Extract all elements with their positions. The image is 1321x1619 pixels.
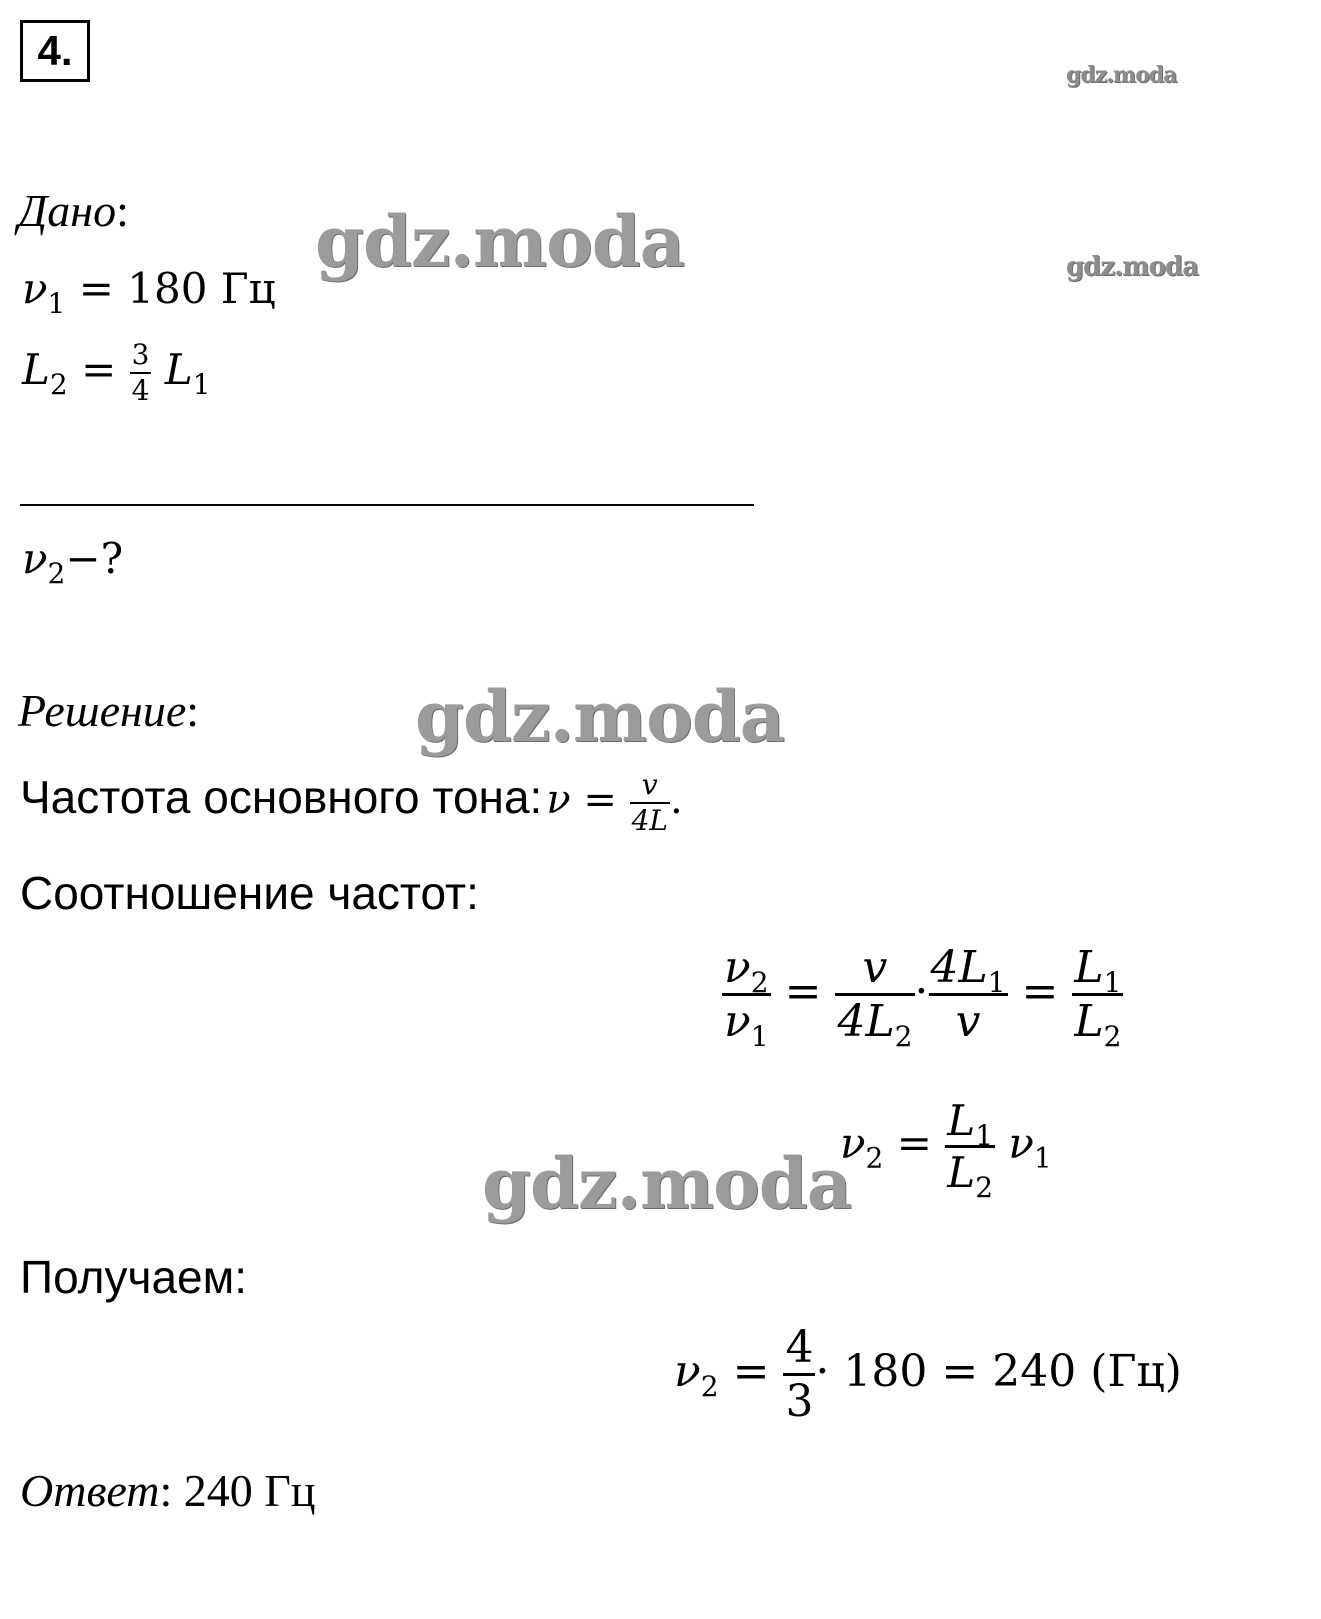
watermark: gdz.moda [482, 1142, 852, 1225]
subscript: 1 [987, 966, 1006, 999]
problem-number: 4. [20, 20, 90, 82]
solution-line-1 [20, 768, 683, 838]
nu-symbol: ν [840, 1118, 866, 1168]
equals-sign: = [81, 345, 117, 394]
4L-symbol: 4L [837, 996, 895, 1047]
L-symbol: L [1074, 942, 1104, 993]
watermark: gdz.moda [415, 675, 785, 758]
L-symbol: L [947, 1096, 976, 1145]
subscript: 1 [192, 368, 211, 401]
equation-nu2 [840, 1096, 1052, 1204]
watermark: gdz.moda [1066, 62, 1177, 88]
nu-symbol: ν [1008, 1118, 1034, 1168]
fraction-three-quarters [130, 338, 152, 408]
subscript: 1 [975, 1119, 994, 1152]
L-symbol: L [1074, 996, 1104, 1047]
given-label-colon: : [116, 185, 129, 236]
equation-result [674, 1322, 1182, 1427]
answer [20, 1464, 315, 1517]
equals-sign: = [1021, 966, 1059, 1017]
solution-label-colon: : [186, 685, 200, 736]
answer-colon: : [159, 1465, 173, 1516]
multiply-dot: · [914, 966, 929, 1017]
given-nu1 [22, 264, 276, 320]
fraction-v-4L2 [835, 942, 914, 1053]
fraction-denominator: 3 [785, 1376, 814, 1427]
4L-symbol: 4L [930, 942, 988, 993]
find-nu2 [22, 534, 124, 590]
given-L2 [22, 338, 211, 408]
subscript: 1 [750, 1020, 769, 1053]
L-symbol: L [22, 345, 50, 394]
result-value: · 180 = 240 (Гц) [815, 1346, 1182, 1397]
find-question: −? [65, 534, 124, 583]
given-divider [20, 504, 754, 506]
nu-symbol: ν [724, 996, 751, 1047]
subscript: 2 [894, 1020, 913, 1053]
fraction-four-thirds [783, 1322, 815, 1427]
v-symbol: v [862, 942, 888, 993]
given-label [18, 184, 129, 237]
fraction-denominator: 4L [631, 804, 668, 837]
fraction-numerator: 4 [783, 1322, 815, 1376]
given-nu1-value: = 180 Гц [78, 264, 276, 313]
subscript: 2 [49, 368, 68, 401]
fraction-v-over-4L [630, 768, 670, 838]
solution-line-1-text: Частота основного тона: [20, 771, 543, 823]
fraction-denominator: 4 [131, 374, 150, 407]
fraction-L1-L2 [945, 1096, 995, 1204]
nu-symbol: ν [674, 1346, 701, 1397]
subscript: 2 [865, 1141, 884, 1175]
fraction-numerator: v [630, 768, 670, 804]
period: . [670, 777, 683, 823]
solution-line-3: Получаем: [20, 1251, 248, 1303]
subscript: 2 [1103, 1020, 1122, 1053]
equals-sign: = [784, 966, 822, 1017]
formula-lhs: ν = [546, 777, 617, 823]
nu-symbol: ν [22, 264, 48, 313]
watermark: gdz.moda [315, 200, 685, 283]
equation-frequency-ratio [722, 942, 1123, 1053]
fraction-L1-L2 [1072, 942, 1123, 1053]
watermark: gdz.moda [1066, 252, 1199, 282]
nu-symbol: ν [724, 942, 751, 993]
answer-label: Ответ [20, 1465, 160, 1516]
L-symbol: L [947, 1148, 976, 1197]
subscript: 2 [700, 1370, 719, 1403]
solution-label-text: Решение [18, 685, 187, 736]
v-symbol: v [955, 996, 981, 1047]
subscript: 1 [47, 287, 66, 320]
given-label-text: Дано [18, 185, 117, 236]
subscript: 2 [47, 557, 66, 590]
subscript: 1 [1033, 1141, 1052, 1175]
solution-label [18, 684, 199, 737]
fraction-4L1-v [929, 942, 1008, 1047]
L-symbol: L [164, 345, 193, 394]
subscript: 2 [975, 1171, 994, 1204]
equals-sign: = [732, 1346, 770, 1397]
subscript: 1 [1103, 966, 1122, 999]
solution-line-2: Соотношение частот: [20, 867, 479, 919]
subscript: 2 [750, 966, 769, 999]
fraction-nu2-nu1 [722, 942, 771, 1053]
nu-symbol: ν [22, 534, 48, 583]
equals-sign: = [896, 1118, 932, 1168]
fraction-numerator: 3 [130, 338, 152, 374]
answer-value: 240 Гц [183, 1465, 316, 1516]
